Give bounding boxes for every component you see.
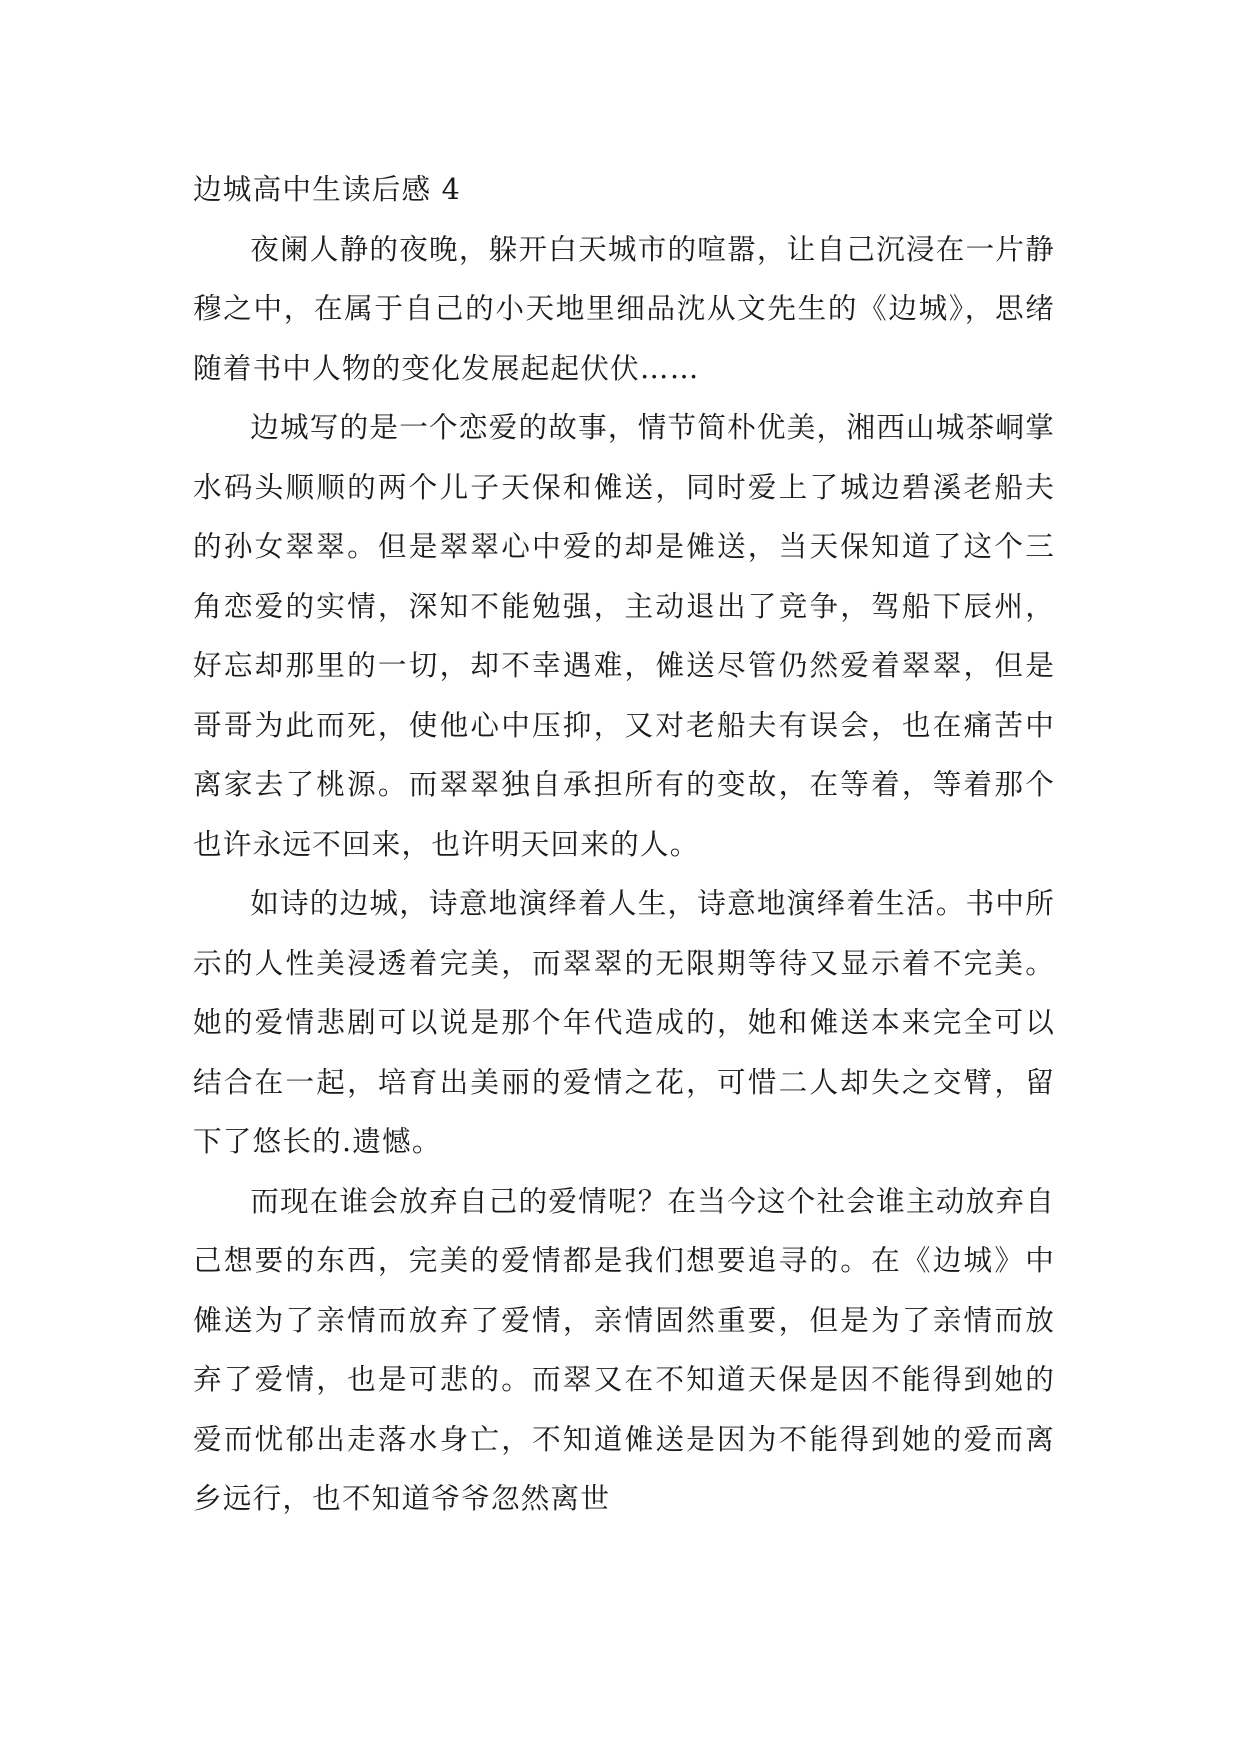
paragraph-1: 夜阑人静的夜晚，躲开白天城市的喧嚣，让自己沉浸在一片静穆之中，在属于自己的小天地里细品沈从文先生的《边城》，思绪随着书中人物的变化发展起起伏伏…… [193, 231, 1055, 385]
paragraph-4: 而现在谁会放弃自己的爱情呢？在当今这个社会谁主动放弃自己想要的东西，完美的爱情都是我们想要追寻的。在《边城》中傩送为了亲情而放弃了爱情，亲情固然重要，但是为了亲情而放弃了爱情，也是可悲的。而翠又在不知道天保是因不能得到她的爱而忧郁出走落水身亡，不知道傩送是因为不能得到她的爱而离乡远行，也不知道爷爷忽然离世 [193, 1183, 1055, 1515]
paragraph-2: 边城写的是一个恋爱的故事，情节简朴优美，湘西山城茶峒掌水码头顺顺的两个儿子天保和傩送，同时爱上了城边碧溪老船夫的孙女翠翠。但是翠翠心中爱的却是傩送，当天保知道了这个三角恋爱的实情，深知不能勉强，主动退出了竞争，驾船下辰州，好忘却那里的一切，却不幸遇难，傩送尽管仍然爱着翠翠，但是哥哥为此而死，使他心中压抑，又对老船夫有误会，也在痛苦中离家去了桃源。而翠翠独自承担所有的变故，在等着，等着那个也许永远不回来，也许明天回来的人。 [193, 410, 1055, 861]
document-body [193, 160, 1055, 1529]
document-title: 边城高中生读后感 4 [193, 172, 462, 206]
paragraph-3: 如诗的边城，诗意地演绎着人生，诗意地演绎着生活。书中所示的人性美浸透着完美，而翠翠的无限期等待又显示着不完美。她的爱情悲剧可以说是那个年代造成的，她和傩送本来完全可以结合在一起，培育出美丽的爱情之花，可惜二人却失之交臂，留下了悠长的.遗憾。 [193, 886, 1055, 1158]
